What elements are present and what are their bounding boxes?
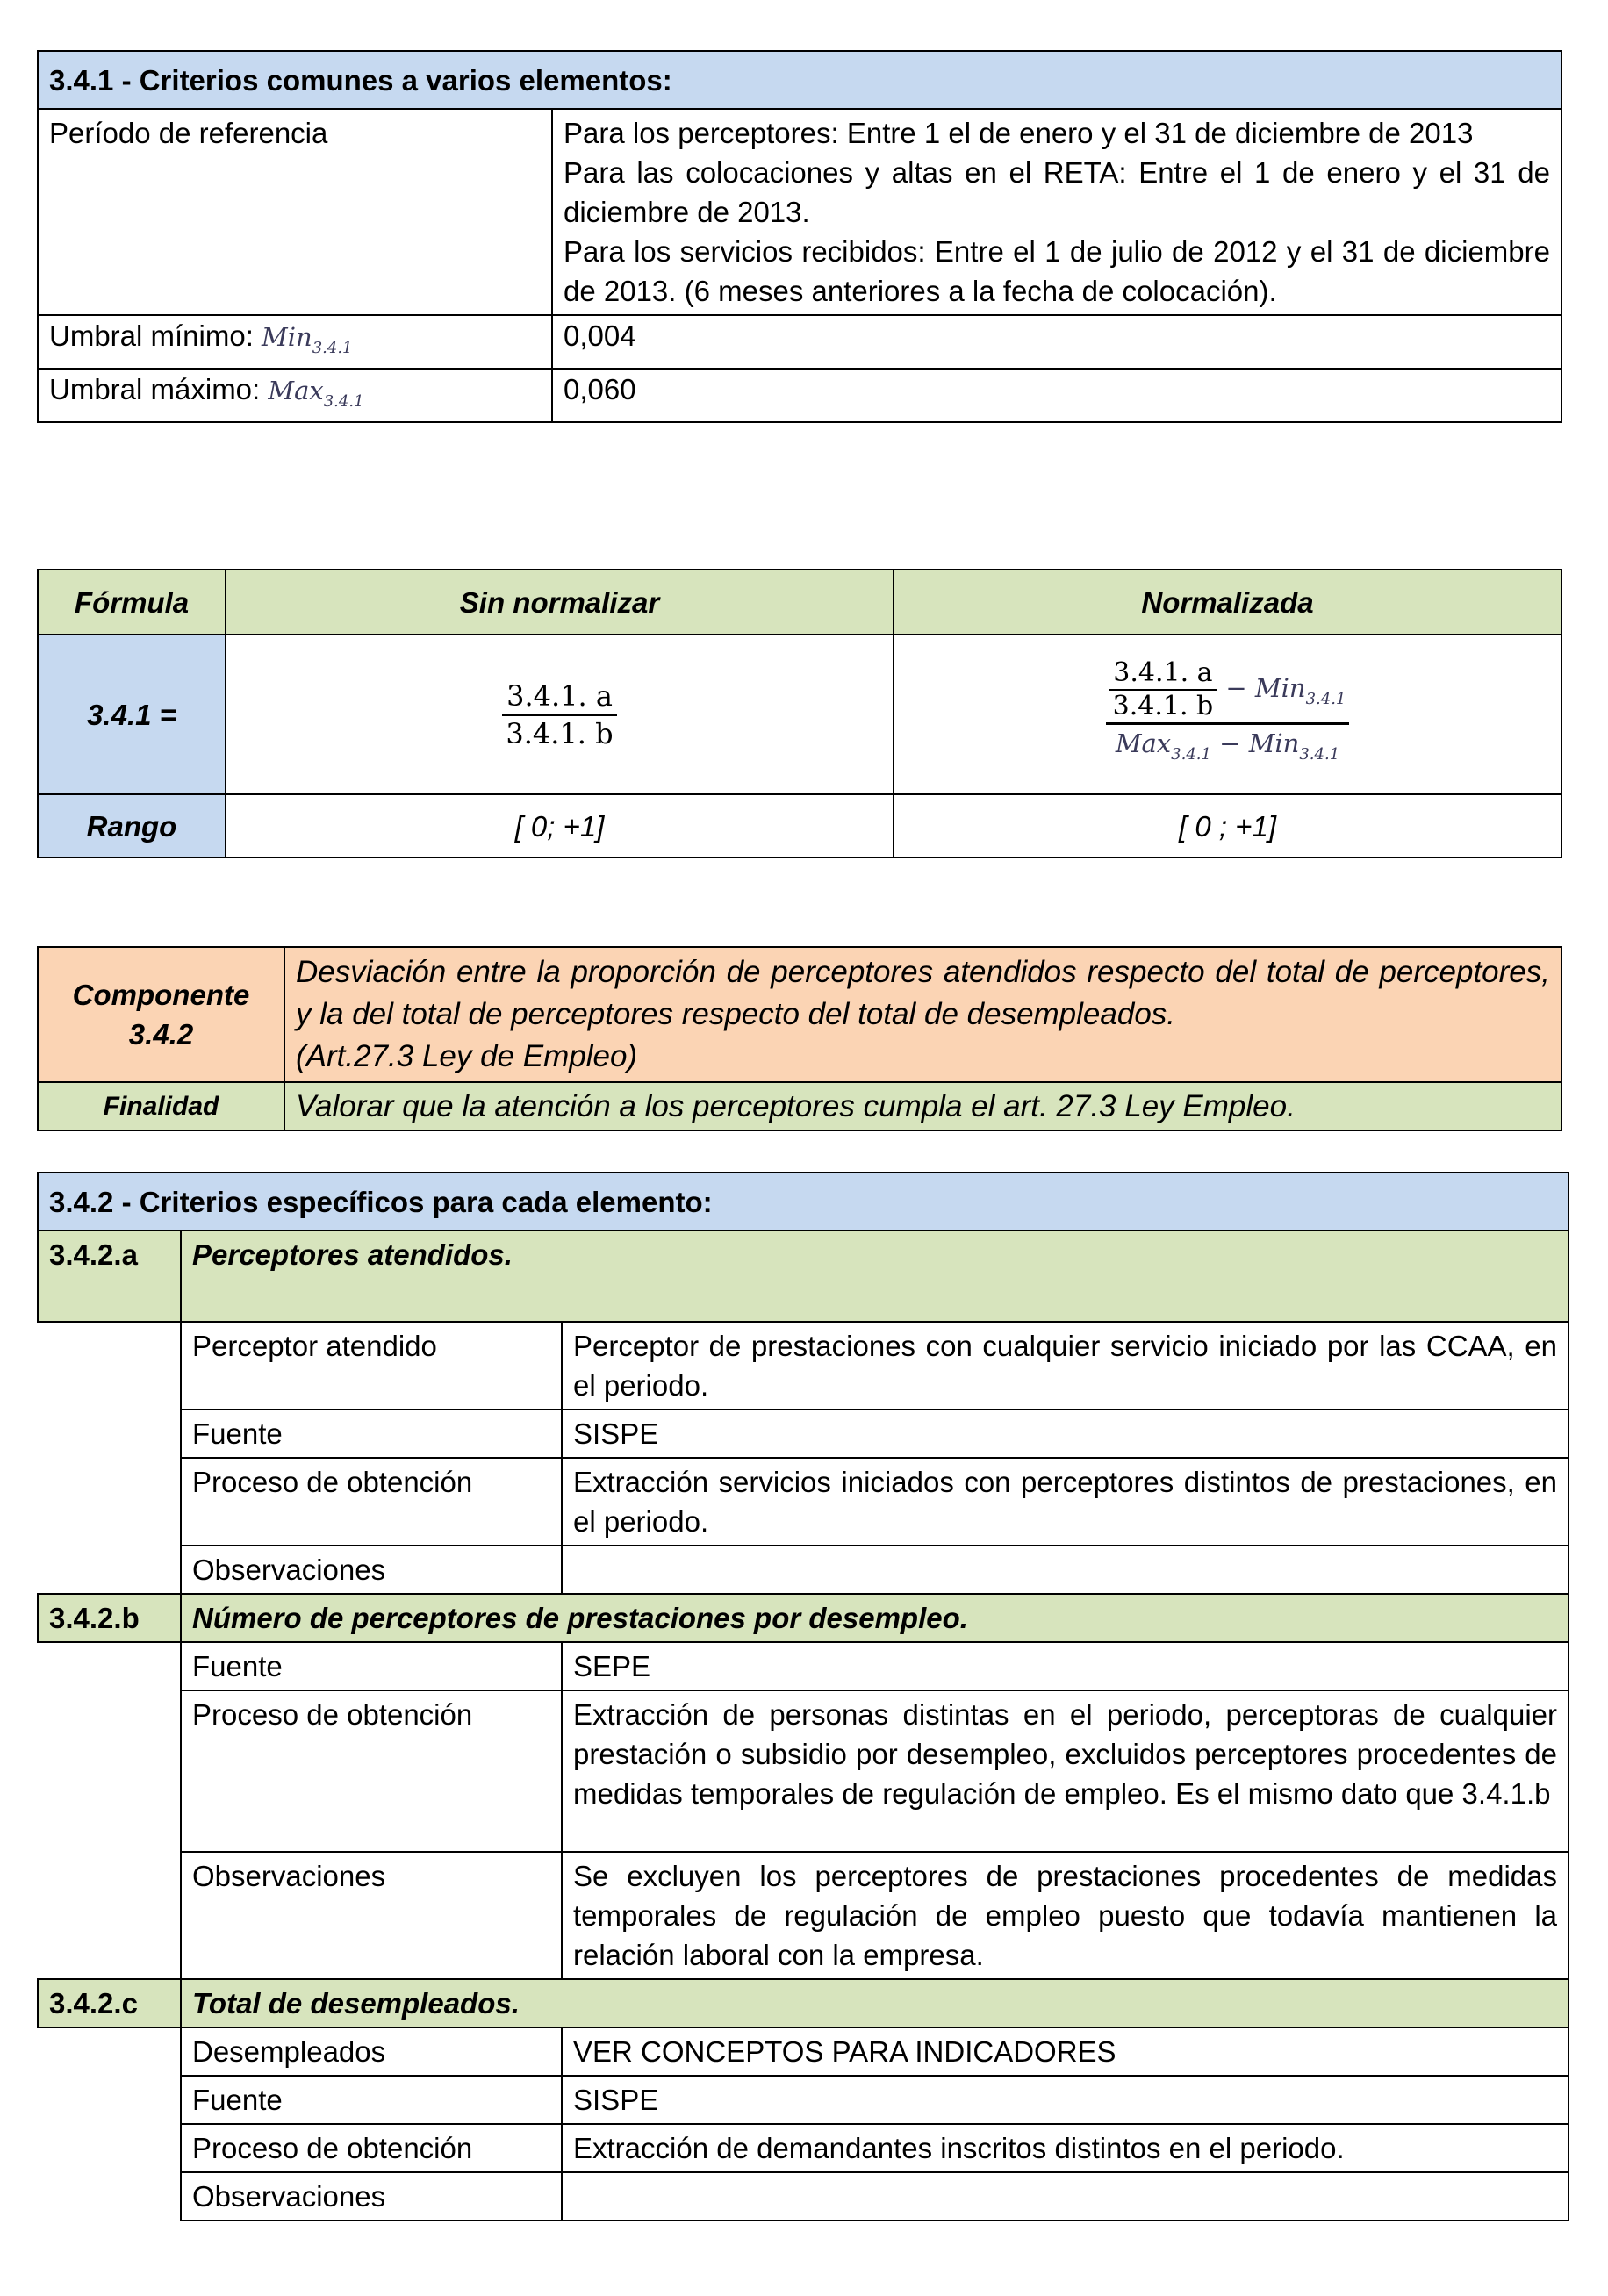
row-label: Observaciones [181,2172,562,2221]
table-row [38,1852,1569,1979]
min-threshold-text: Umbral mínimo: [49,319,254,352]
inner-denominator: 3.4.1. b [1112,690,1214,721]
section-code: 3.4.2.c [38,1979,181,2027]
row-label: Desempleados [181,2027,562,2076]
row-value: Perceptor de prestaciones con cualquier servicio iniciado por las CCAA, en el periodo. [562,1322,1569,1410]
table-row [38,1546,1569,1594]
component-description-line: (Art.27.3 Ley de Empleo) [296,1039,638,1073]
row-value: Extracción de demandantes inscritos distintos en el periodo. [562,2124,1569,2172]
row-label: Perceptor atendido [181,1322,562,1410]
range-label: Rango [38,794,226,857]
inner-fraction [1109,657,1217,722]
reference-period-label: Período de referencia [38,109,552,315]
row-value: SISPE [562,2076,1569,2124]
max-symbol: Max$_{3.4.1}$ [268,376,364,411]
raw-formula [226,635,894,794]
row-value: Extracción servicios iniciados con perceptores distintos de prestaciones, en el periodo. [562,1458,1569,1546]
max-threshold-label [38,369,552,422]
formula-col-header: Fórmula [38,570,226,635]
section-title: Total de desempleados. [181,1979,1569,2027]
section-title: Perceptores atendidos. [181,1231,1569,1322]
min-threshold-value: 0,004 [552,315,1561,369]
purpose-label: Finalidad [38,1082,284,1130]
reference-period-line: Para las colocaciones y altas en el RETA: Entre el 1 de enero y el 31 de diciembre de 2013. [564,156,1550,228]
normalized-denominator: Max$_{3.4.1}$ − Min$_{3.4.1}$ [1115,728,1340,764]
section-title: Número de perceptores de prestaciones por desempleo. [181,1594,1569,1642]
row-value: Extracción de personas distintas en el periodo, perceptoras de cualquier prestación o subsidio por desempleo, excluidos perceptores procedentes de medidas temporales de regulación de empleo. Es el mismo dato que 3.4.1.b [562,1690,1569,1852]
component-description [284,947,1561,1082]
row-label: Proceso de obtención [181,1458,562,1546]
reference-period-line: Para los servicios recibidos: Entre el 1 de julio de 2012 y el 31 de diciembre de 2013. (6 meses anteriores a la fecha de colocación). [564,235,1550,307]
component-description-line: Desviación entre la proporción de perceptores atendidos respecto del total de perceptores, y la del total de perceptores respecto del total de desempleados. [296,955,1550,1031]
table-row [38,1322,1569,1410]
row-value: Se excluyen los perceptores de prestaciones procedentes de medidas temporales de regulación de empleo puesto que todavía mantienen la relación laboral con la empresa. [562,1852,1569,1979]
table-row [38,1690,1569,1852]
table-row [38,2124,1569,2172]
criteria-common-table [37,50,1562,423]
criteria-specific-table [37,1172,1569,2221]
table-row [38,2172,1569,2221]
raw-denominator: 3.4.1. b [506,716,614,750]
row-value [562,1546,1569,1594]
row-value: VER CONCEPTOS PARA INDICADORES [562,2027,1569,2076]
row-label: Observaciones [181,1852,562,1979]
min-symbol: Min$_{3.4.1}$ [262,322,353,357]
raw-col-header: Sin normalizar [226,570,894,635]
criteria-common-header: 3.4.1 - Criterios comunes a varios elementos: [38,51,1561,109]
row-label: Fuente [181,1642,562,1690]
table-row [38,2076,1569,2124]
range-raw: [ 0; +1] [226,794,894,857]
formula-table [37,569,1562,858]
formula-row-label: 3.4.1 = [38,635,226,794]
criteria-specific-header: 3.4.2 - Criterios específicos para cada elemento: [38,1173,1569,1231]
normalized-col-header: Normalizada [894,570,1561,635]
table-row [38,1458,1569,1546]
row-value: SISPE [562,1410,1569,1458]
row-label: Fuente [181,2076,562,2124]
row-label: Fuente [181,1410,562,1458]
component-table [37,946,1562,1131]
row-label: Proceso de obtención [181,2124,562,2172]
component-label: Componente 3.4.2 [38,947,284,1082]
table-row [38,1642,1569,1690]
range-normalized: [ 0 ; +1] [894,794,1561,857]
purpose-value: Valorar que la atención a los perceptores cumpla el art. 27.3 Ley Empleo. [284,1082,1561,1130]
reference-period-line: Para los perceptores: Entre 1 el de enero y el 31 de diciembre de 2013 [564,117,1474,149]
raw-numerator: 3.4.1. a [502,678,616,716]
minus-min-term: − Min$_{3.4.1}$ [1225,673,1346,708]
raw-fraction [502,678,616,751]
min-threshold-label [38,315,552,369]
row-value [562,2172,1569,2221]
max-threshold-text: Umbral máximo: [49,373,261,405]
normalized-formula [894,635,1561,794]
normalized-numerator [1106,657,1350,725]
max-threshold-value: 0,060 [552,369,1561,422]
table-row [38,2027,1569,2076]
row-label: Proceso de obtención [181,1690,562,1852]
inner-numerator: 3.4.1. a [1109,657,1217,691]
normalized-fraction [1106,657,1350,772]
table-row [38,1410,1569,1458]
row-value: SEPE [562,1642,1569,1690]
section-code: 3.4.2.b [38,1594,181,1642]
reference-period-value [552,109,1561,315]
section-code: 3.4.2.a [38,1231,181,1322]
row-label: Observaciones [181,1546,562,1594]
